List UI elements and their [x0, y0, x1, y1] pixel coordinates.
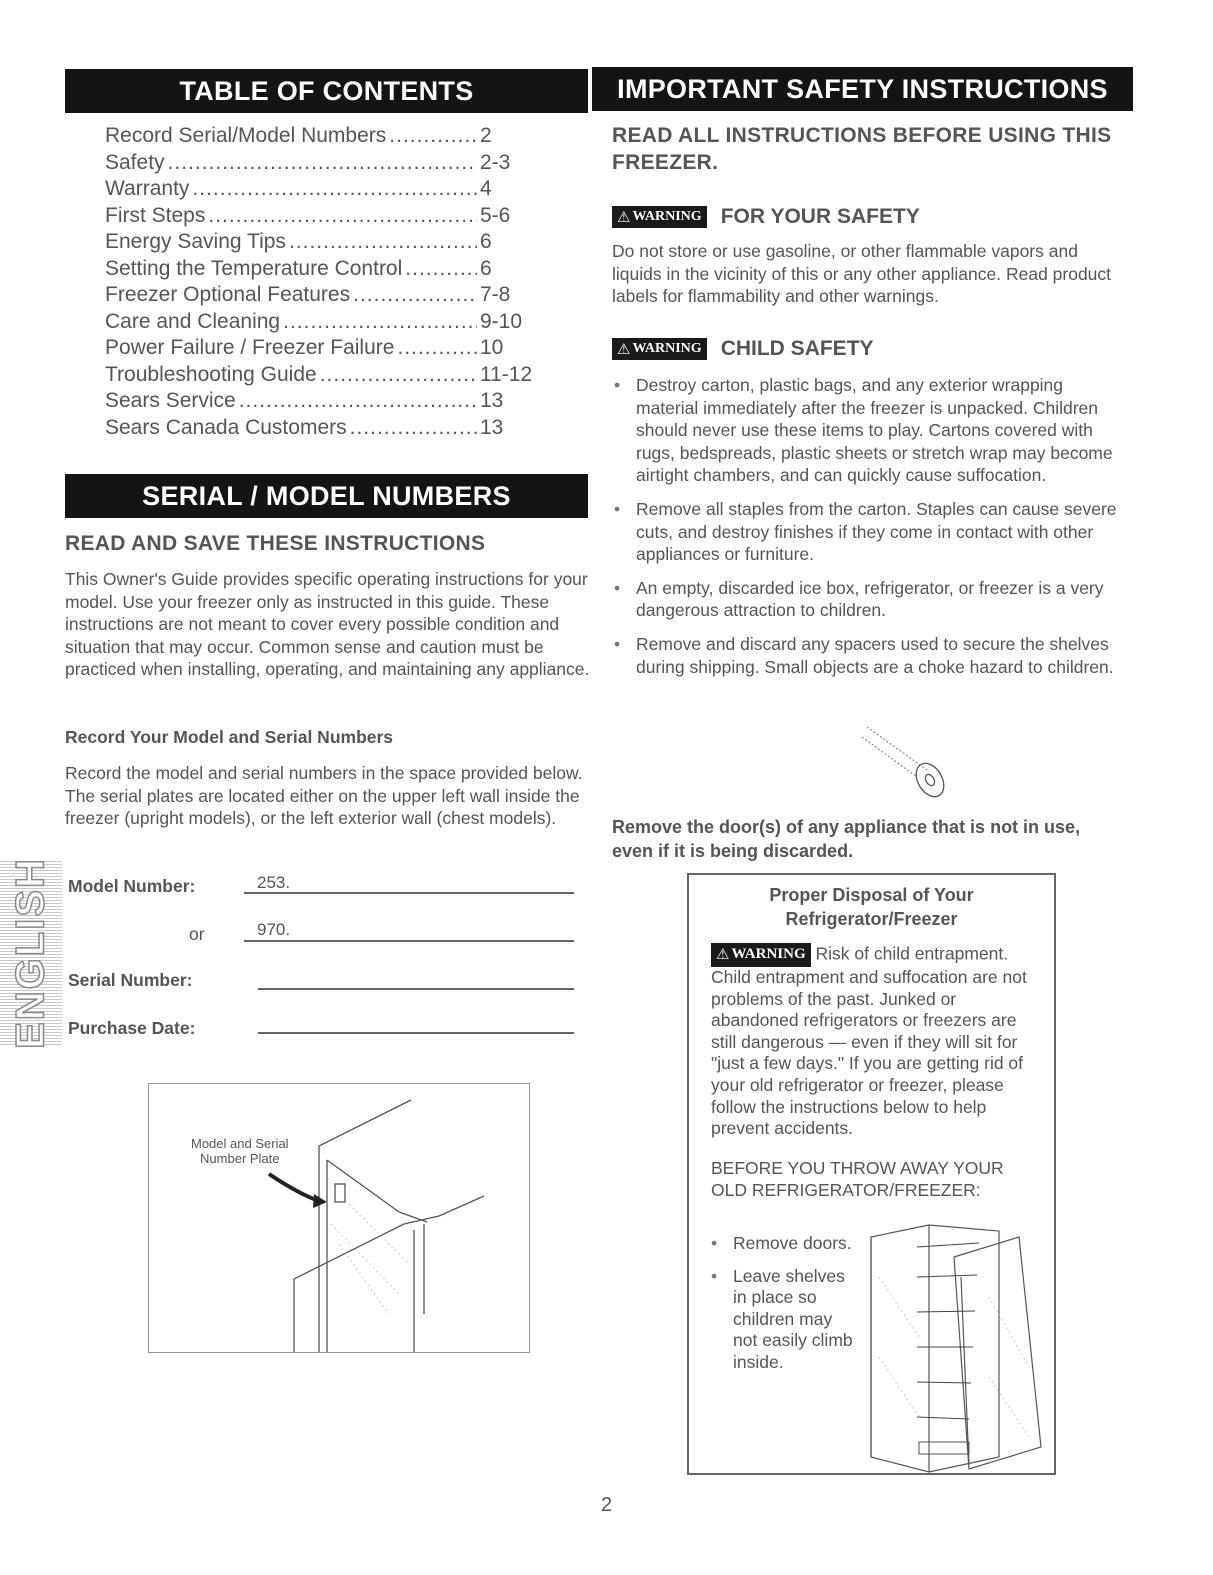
- toc-banner: [65, 69, 588, 113]
- child-safety-header: [612, 337, 874, 361]
- toc-leader-dots: [192, 177, 477, 201]
- toc-item-label: First Steps: [105, 203, 206, 227]
- purchase-date-label: Purchase Date:: [68, 1018, 196, 1038]
- toc-item: [105, 177, 545, 204]
- child-safety-heading: CHILD SAFETY: [720, 337, 874, 360]
- for-your-safety-heading: FOR YOUR SAFETY: [720, 205, 920, 228]
- toc-item-page: 9-10: [480, 309, 523, 333]
- disposal-box: [687, 873, 1056, 1475]
- model-number-label: Model Number:: [68, 876, 196, 896]
- warning-triangle-icon: ⚠: [716, 945, 730, 964]
- toc-item: [105, 230, 545, 257]
- disposal-title: [689, 883, 1054, 931]
- toc-item-label: Troubleshooting Guide: [105, 362, 317, 386]
- disposal-list: [709, 1233, 859, 1384]
- serial-number-label: Serial Number:: [68, 970, 193, 990]
- serial-title: SERIAL / MODEL NUMBERS: [142, 480, 511, 511]
- language-tab-label: ENGLISH: [8, 856, 53, 1049]
- record-paragraph: Record the model and serial numbers in the space provided below. The serial plates are located either on the upper left wall inside the freezer (upright models), or the left exterior wall (chest models).: [65, 763, 583, 829]
- warning-triangle-icon: ⚠: [617, 208, 631, 226]
- disposal-title-line1: Proper Disposal of Your: [769, 885, 974, 905]
- model-prefix-970: 970.: [257, 920, 291, 939]
- disposal-item: • Leave shelves in place so children may not easily climb inside.: [709, 1266, 859, 1374]
- safety-banner: [592, 67, 1133, 111]
- child-safety-item: • Remove and discard any spacers used to secure the shelves during shipping. Small objects are a choke hazard to children.: [612, 633, 1122, 678]
- disposal-caps-line2: OLD REFRIGERATOR/FREEZER:: [711, 1180, 981, 1200]
- toc-item-label: Setting the Temperature Control: [105, 256, 403, 280]
- disposal-body: Child entrapment and suffocation are not problems of the past. Junked or abandoned refrigerators or freezers are still dangerous — even if they will sit for "just a few days." If you are getting rid of your old refrigerator or freezer, please follow the instructions below to help prevent accidents.: [711, 967, 1027, 1139]
- toc-leader-dots: [289, 230, 477, 254]
- model-number-alt-line: [244, 940, 574, 942]
- toc-leader-dots: [389, 124, 477, 148]
- page-number: 2: [600, 1494, 613, 1516]
- toc-list: [105, 124, 545, 442]
- toc-item-page: 6: [480, 256, 492, 280]
- language-tab: [0, 856, 62, 1049]
- toc-item: [105, 257, 545, 284]
- toc-item-label: Warranty: [105, 177, 190, 200]
- toc-leader-dots: [208, 204, 477, 228]
- read-all-heading: READ ALL INSTRUCTIONS BEFORE USING THIS FREEZER.: [612, 124, 1112, 174]
- toc-item-label: Energy Saving Tips: [105, 230, 286, 253]
- child-safety-item: • Remove all staples from the carton. Staples can cause severe cuts, and destroy finishes if they come in contact with other appliances or furniture.: [612, 498, 1122, 566]
- toc-item: [105, 389, 545, 416]
- toc-item-label: Power Failure / Freezer Failure: [105, 336, 395, 359]
- toc-leader-dots: [405, 257, 477, 281]
- toc-item: [105, 151, 545, 178]
- child-safety-item: • Destroy carton, plastic bags, and any exterior wrapping material immediately after the freezer is unpacked. Children should never use these items to play. Cartons covered with rugs, bedspreads, plastic sheets or stretch wrap may become airtight chambers, and can quickly cause suffocation.: [612, 374, 1122, 487]
- disposal-title-line2: Refrigerator/Freezer: [785, 909, 958, 929]
- warning-badge-text: WARNING: [731, 946, 806, 963]
- toc-item: [105, 363, 545, 390]
- toc-leader-dots: [168, 151, 477, 175]
- intro-paragraph: This Owner's Guide provides specific operating instructions for your model. Use your freezer only as instructed in this guide. These instructions are not meant to cover every possible condition and situation that may occur. Common sense and caution must be practiced when installing, operating, and maintaining any appliance.: [65, 569, 590, 680]
- model-number-line: [244, 892, 574, 894]
- or-label: or: [189, 924, 205, 944]
- disposal-caps: [711, 1157, 1004, 1201]
- toc-item-label: Sears Canada Customers: [105, 415, 347, 439]
- toc-item-page: 5-6: [480, 203, 511, 227]
- child-safety-list: [612, 374, 1122, 689]
- toc-item-page: 6: [480, 230, 492, 253]
- safety-title: IMPORTANT SAFETY INSTRUCTIONS: [617, 73, 1108, 104]
- disposal-item: • Remove doors.: [709, 1233, 859, 1255]
- toc-title: TABLE OF CONTENTS: [179, 75, 474, 106]
- toc-item: [105, 416, 545, 443]
- toc-leader-dots: [320, 363, 477, 387]
- toc-item-page: 4: [480, 177, 492, 200]
- toc-item-page: 13: [480, 415, 504, 439]
- serial-banner: [65, 474, 588, 518]
- warning-badge: [612, 338, 707, 360]
- toc-item-page: 2: [480, 124, 492, 147]
- figure-caption-line1: Model and Serial: [191, 1136, 289, 1151]
- record-heading: Record Your Model and Serial Numbers: [65, 727, 394, 747]
- toc-item-label: Safety: [105, 150, 165, 174]
- toc-item-page: 13: [480, 389, 504, 412]
- toc-item-page: 10: [480, 336, 504, 359]
- toc-leader-dots: [239, 389, 477, 413]
- open-freezer-illustration: [859, 1217, 1049, 1477]
- toc-item-label: Freezer Optional Features: [105, 283, 351, 306]
- for-your-safety-header: [612, 205, 920, 229]
- toc-item: [105, 124, 545, 151]
- toc-item: [105, 204, 545, 231]
- toc-leader-dots: [350, 416, 477, 440]
- warning-badge: [711, 943, 811, 967]
- toc-item-page: 7-8: [480, 283, 511, 306]
- disposal-caps-line1: BEFORE YOU THROW AWAY YOUR: [711, 1158, 1004, 1178]
- disposal-warning-lead: Risk of child entrapment.: [815, 943, 1009, 964]
- warning-badge-text: WARNING: [632, 209, 702, 224]
- toc-item-page: 2-3: [480, 150, 511, 174]
- serial-plate-figure: [148, 1083, 530, 1353]
- toc-leader-dots: [397, 336, 477, 360]
- toc-leader-dots: [353, 283, 477, 307]
- toc-item: [105, 310, 545, 337]
- model-prefix-253: 253.: [257, 873, 291, 892]
- toc-item: [105, 336, 545, 363]
- toc-item-label: Care and Cleaning: [105, 309, 281, 333]
- warning-badge: [612, 206, 707, 228]
- purchase-date-line: [258, 1032, 574, 1034]
- figure-caption-line2: Number Plate: [200, 1151, 280, 1166]
- toc-item: [105, 283, 545, 310]
- serial-number-line: [258, 988, 574, 990]
- toc-leader-dots: [283, 310, 477, 334]
- warning-triangle-icon: ⚠: [617, 340, 631, 358]
- child-safety-item: • An empty, discarded ice box, refrigerator, or freezer is a very dangerous attraction to children.: [612, 577, 1122, 622]
- toc-item-label: Record Serial/Model Numbers: [105, 124, 387, 147]
- read-save-heading: READ AND SAVE THESE INSTRUCTIONS: [65, 532, 486, 555]
- remove-doors-warning: Remove the door(s) of any appliance that is not in use, even if it is being discarded.: [612, 817, 1081, 861]
- toc-item-page: 11-12: [480, 362, 533, 386]
- disposal-text: [711, 943, 1041, 1140]
- toc-item-label: Sears Service: [105, 389, 236, 412]
- for-your-safety-text: Do not store or use gasoline, or other flammable vapors and liquids in the vicinity of this or any other appliance. Read product labels for flammability and other warnings.: [612, 241, 1112, 307]
- freezer-corner-illustration: [149, 1084, 530, 1353]
- tape-roll-illustration: [842, 722, 952, 802]
- warning-badge-text: WARNING: [632, 341, 702, 356]
